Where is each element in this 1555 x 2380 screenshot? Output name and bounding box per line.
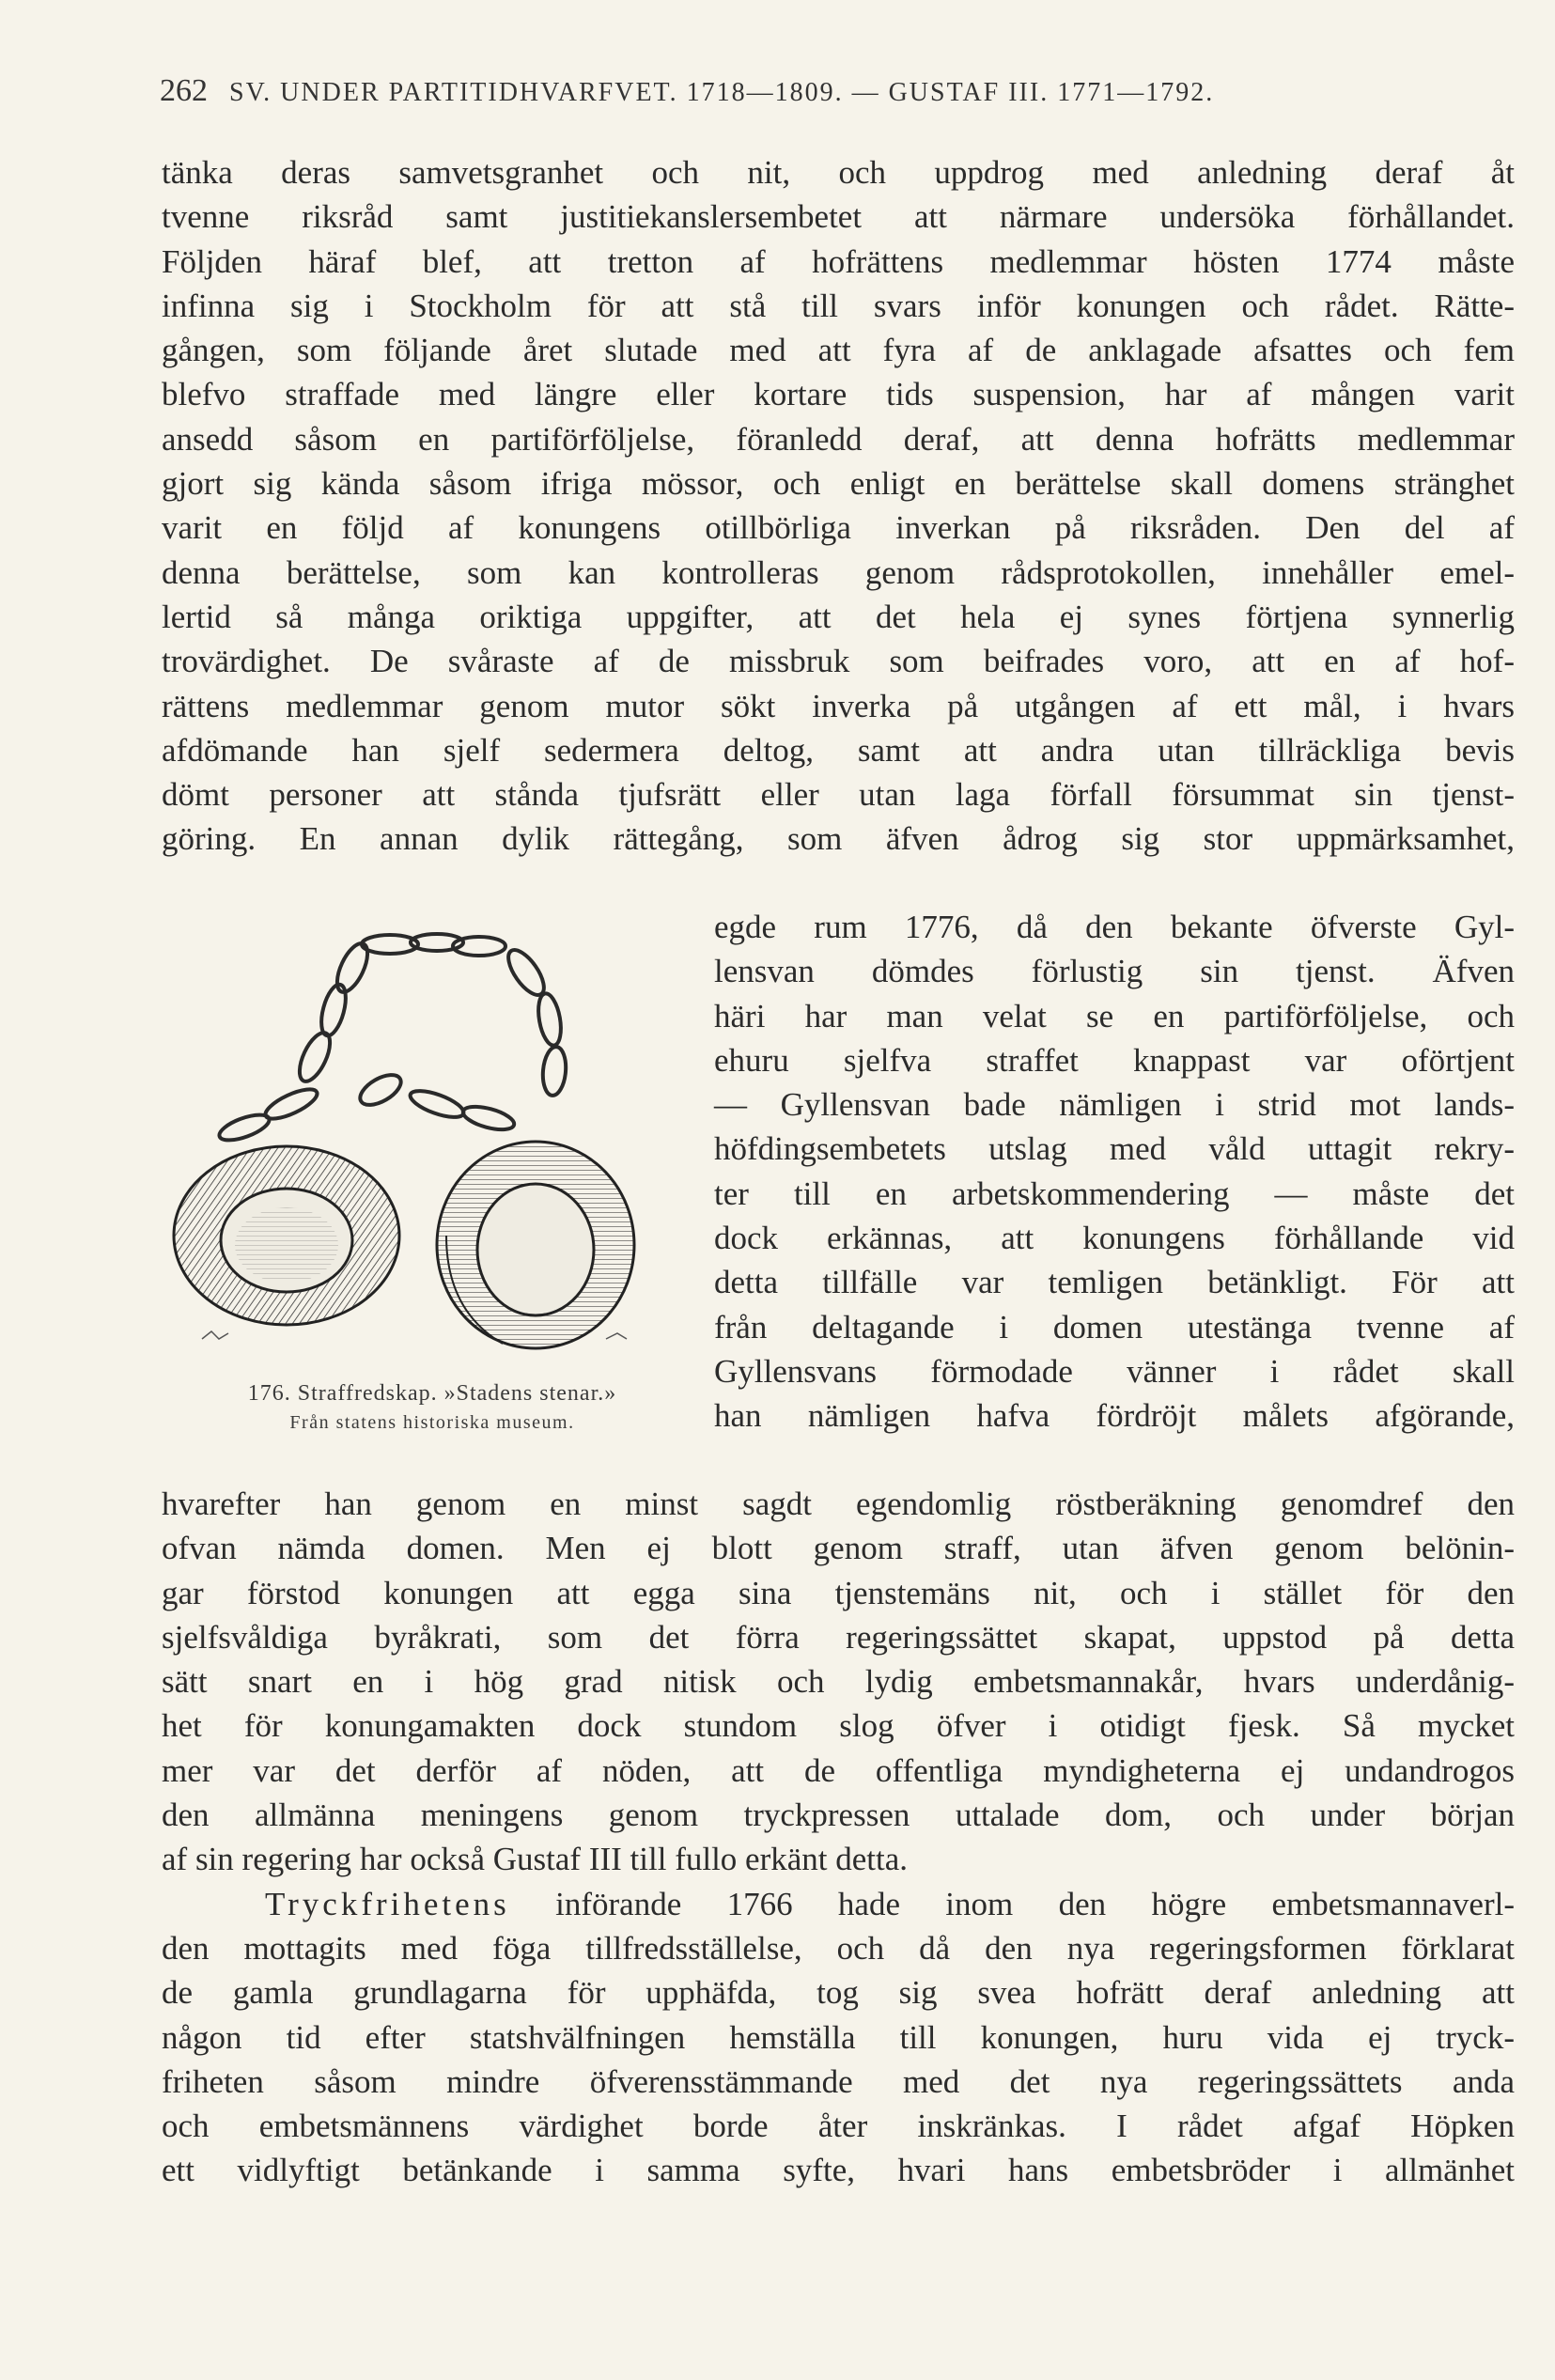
paragraph-lower [162,1482,1515,2193]
text-line: från deltagande i domen utestänga tvenne af [714,1308,1515,1346]
page-number: 262 [160,73,208,108]
text-line: egde rum 1776, då den bekante öfverste Gyl- [714,909,1515,945]
figure-caption [164,1381,700,1434]
running-header [160,73,1513,109]
text-line: afdömande han sjelf sedermera deltog, samt att andra utan tillräckliga bevis [162,731,1515,769]
text-line: han nämligen hafva fördröjt målets afgörande, [714,1397,1515,1435]
paragraph-upper [162,150,1515,862]
text-line: rättens medlemmar genom mutor sökt inverka på utgången af ett mål, i hvars [162,687,1515,724]
emphasized-term: Tryckfrihetens [265,1885,510,1922]
text-line: sätt snart en i hög grad nitisk och lydig embetsmannakår, hvars underdånig- [162,1663,1515,1701]
text-line: tänka deras samvetsgranhet och nit, och uppdrog med anledning deraf åt [162,154,1515,191]
text-line: lertid så många oriktiga uppgifter, att det hela ej synes förtjena synnerlig [162,598,1515,635]
text-line [162,1882,1515,1926]
text-line: het för konungamakten dock stundom slog öfver i otidigt fjesk. Så mycket [162,1707,1515,1745]
text-line: infinna sig i Stockholm för att stå till svars inför konungen och rådet. Rätte- [162,287,1515,324]
text-line: ansedd såsom en partiförföljelse, föranledd deraf, att denna hofrätts medlemmar [162,420,1515,458]
text-run: införande 1766 hade inom den högre embetsmannaverl- [509,1885,1515,1922]
text-line: och embetsmännens värdighet borde åter inskränkas. I rådet afgaf Höpken [162,2108,1515,2145]
text-line: sjelfsvåldiga byråkrati, som det förra regeringssättet skapat, uppstod på detta [162,1618,1515,1656]
shackles-illustration-icon [164,916,700,1405]
text-line: lensvan dömdes förlustig sin tjenst. Äfven [714,953,1515,990]
text-line: gjort sig kända såsom ifriga mössor, och enligt en berättelse skall domens stränghet [162,465,1515,503]
text-line: ehuru sjelfva straffet knappast var oförtjent [714,1041,1515,1079]
text-line: ter till en arbetskommendering — måste det [714,1174,1515,1212]
text-line: — Gyllensvan bade nämligen i strid mot lands- [714,1086,1515,1124]
running-title: SV. UNDER PARTITIDHVARFVET. 1718—1809. — GUSTAF III. 1771—1792. [229,78,1215,107]
text-line: Följden häraf blef, att tretton af hofrättens medlemmar hösten 1774 måste [162,242,1515,280]
text-line: gången, som följande året slutade med att fyra af de anklagade afsattes och fem [162,332,1515,369]
text-line: denna berättelse, som kan kontrolleras genom rådsprotokollen, innehåller emel- [162,553,1515,591]
text-line: friheten såsom mindre öfverensstämmande med det nya regeringssättets anda [162,2062,1515,2100]
text-line: varit en följd af konungens otillbörliga inverkan på riksråden. Den del af [162,509,1515,547]
text-line: göring. En annan dylik rättegång, som äfven ådrog sig stor uppmärksamhet, [162,820,1515,858]
text-line: blefvo straffade med längre eller kortare tids suspension, har af mången varit [162,376,1515,413]
text-line: häri har man velat se en partiförföljelse, och [714,997,1515,1034]
text-line: trovärdighet. De svåraste af de missbruk som beifrades voro, att en af hof- [162,643,1515,680]
caption-source: Från statens historiska museum. [289,1412,575,1433]
text-line: någon tid efter statshvälfningen hemställa till konungen, huru vida ej tryck- [162,2018,1515,2056]
text-line: dömt personer att stånda tjufsrätt eller utan laga förfall försummat sin tjenst- [162,776,1515,814]
text-line: Gyllensvans förmodade vänner i rådet skall [714,1352,1515,1390]
text-line: tvenne riksråd samt justitiekanslersembetet att närmare undersöka förhållandet. [162,198,1515,236]
text-line: ett vidlyftigt betänkande i samma syfte, hvari hans embetsbröder i allmänhet [162,2152,1515,2189]
text-line: hvarefter han genom en minst sagdt egendomlig röstberäkning genomdref den [162,1486,1515,1522]
figure-shackles [164,916,700,1405]
text-line: de gamla grundlagarna för upphäfda, tog sig svea hofrätt deraf anledning att [162,1974,1515,2012]
text-line: dock erkännas, att konungens förhållande vid [714,1220,1515,1257]
paragraph-beside-figure [714,905,1515,1439]
text-line: ofvan nämda domen. Men ej blott genom straff, utan äfven genom belönin- [162,1530,1515,1567]
text-line: den allmänna meningens genom tryckpressen uttalade dom, och under början [162,1797,1515,1834]
text-line: mer var det derför af nöden, att de offentliga myndigheterna ej undandrogos [162,1751,1515,1789]
text-line: gar förstod konungen att egga sina tjenstemäns nit, och i stället för den [162,1574,1515,1611]
text-line: af sin regering har också Gustaf III till fullo erkänt detta. [162,1841,909,1878]
caption-title: 176. Straffredskap. »Stadens stenar.» [247,1381,617,1406]
text-line: höfdingsembetets utslag med våld uttagit rekry- [714,1130,1515,1168]
text-line: detta tillfälle var temligen betänkligt. För att [714,1264,1515,1301]
text-line: den mottagits med föga tillfredsställelse, och då den nya regeringsformen förklarat [162,1929,1515,1967]
